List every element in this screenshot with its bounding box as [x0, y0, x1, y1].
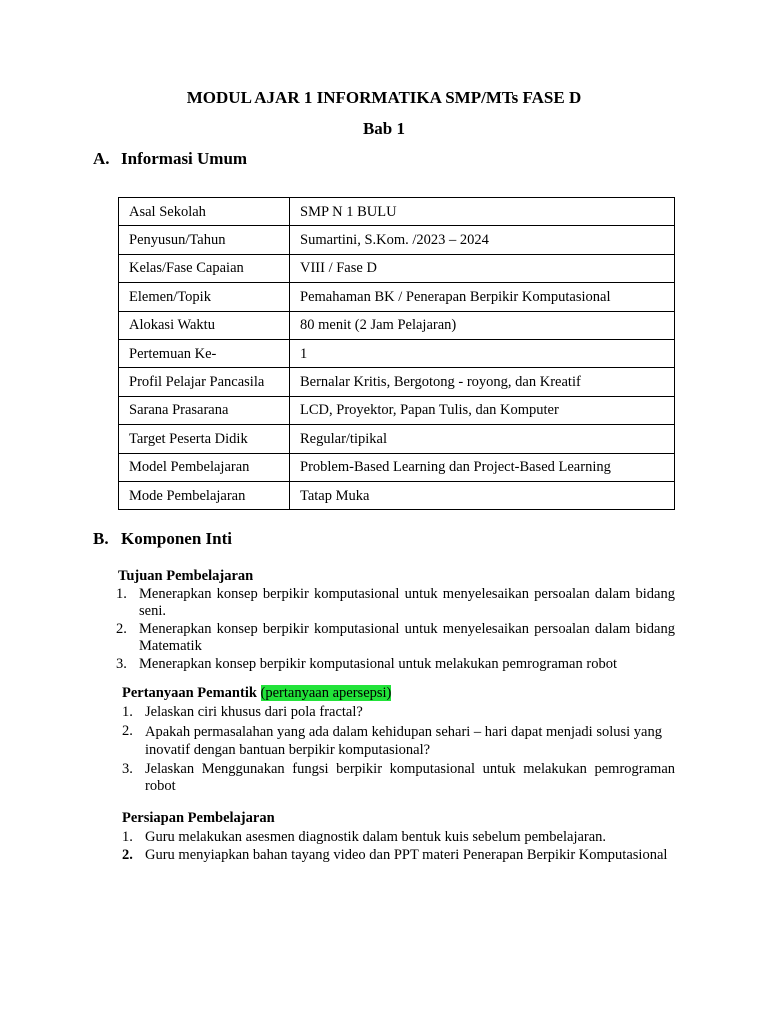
row-value: SMP N 1 BULU [290, 198, 675, 226]
row-label: Pertemuan Ke- [119, 339, 290, 367]
guiding-questions-list [122, 704, 675, 797]
list-item [122, 704, 675, 721]
list-number: 2. [122, 847, 133, 863]
list-item [116, 586, 675, 620]
list-text: Jelaskan Menggunakan fungsi berpikir komputasional untuk melakukan pemrograman robot [145, 761, 675, 794]
row-label: Kelas/Fase Capaian [119, 254, 290, 282]
section-a-heading [93, 149, 247, 169]
document-title: MODUL AJAR 1 INFORMATIKA SMP/MTs FASE D [186, 88, 582, 107]
list-item [122, 723, 675, 759]
row-value: Pemahaman BK / Penerapan Berpikir Komputasional [290, 283, 675, 311]
list-text: Jelaskan ciri khusus dari pola fractal? [145, 704, 363, 720]
highlighted-note: (pertanyaan apersepsi) [260, 685, 392, 701]
row-value: Sumartini, S.Kom. /2023 – 2024 [290, 226, 675, 254]
list-item [122, 761, 675, 795]
learning-objectives-heading: Tujuan Pembelajaran [118, 568, 254, 584]
row-label: Model Pembelajaran [119, 453, 290, 481]
row-value: Bernalar Kritis, Bergotong - royong, dan Kreatif [290, 368, 675, 396]
row-label: Elemen/Topik [119, 283, 290, 311]
table-row [119, 339, 675, 367]
list-text: Menerapkan konsep berpikir komputasional untuk melakukan pemrograman robot [139, 656, 617, 672]
row-label: Mode Pembelajaran [119, 481, 290, 509]
table-row [119, 311, 675, 339]
preparation-heading: Persiapan Pembelajaran [122, 810, 275, 826]
guiding-questions-heading [122, 685, 391, 702]
row-value: 1 [290, 339, 675, 367]
general-info-table [118, 197, 675, 510]
table-row [119, 453, 675, 481]
row-label: Penyusun/Tahun [119, 226, 290, 254]
learning-objectives-list [116, 586, 675, 674]
list-number: 2. [116, 621, 127, 637]
list-number: 3. [116, 656, 127, 672]
list-item [122, 829, 675, 846]
list-number: 1. [116, 586, 127, 602]
table-row [119, 425, 675, 453]
row-value: 80 menit (2 Jam Pelajaran) [290, 311, 675, 339]
chapter-title: Bab 1 [362, 119, 406, 138]
list-text: Guru melakukan asesmen diagnostik dalam bentuk kuis sebelum pembelajaran. [145, 829, 607, 845]
row-value: Tatap Muka [290, 481, 675, 509]
list-text: Guru menyiapkan bahan tayang video dan PPT materi Penerapan Berpikir Komputasional [145, 847, 668, 863]
preparation-list [122, 829, 675, 865]
table-row [119, 283, 675, 311]
row-value: VIII / Fase D [290, 254, 675, 282]
list-text: Menerapkan konsep berpikir komputasional untuk menyelesaikan persoalan dalam bidang Matematik [139, 621, 675, 654]
list-item [122, 847, 675, 864]
row-label: Alokasi Waktu [119, 311, 290, 339]
row-label: Asal Sekolah [119, 198, 290, 226]
list-number: 1. [122, 829, 133, 845]
row-value: LCD, Proyektor, Papan Tulis, dan Komputer [290, 396, 675, 424]
list-number: 3. [122, 761, 133, 777]
row-label: Profil Pelajar Pancasila [119, 368, 290, 396]
row-label: Sarana Prasarana [119, 396, 290, 424]
section-a-title: Informasi Umum [121, 149, 248, 168]
table-row [119, 226, 675, 254]
row-label: Target Peserta Didik [119, 425, 290, 453]
section-b-heading [93, 529, 232, 549]
section-a-letter: A. [93, 149, 110, 168]
table-row [119, 481, 675, 509]
list-text: Menerapkan konsep berpikir komputasional untuk menyelesaikan persoalan dalam bidang seni. [139, 586, 675, 619]
guiding-questions-title: Pertanyaan Pemantik [122, 685, 257, 701]
table-row [119, 254, 675, 282]
table-row [119, 396, 675, 424]
row-value: Regular/tipikal [290, 425, 675, 453]
list-item [116, 621, 675, 655]
list-number: 2. [122, 723, 133, 739]
list-text: Apakah permasalahan yang ada dalam kehidupan sehari – hari dapat menjadi solusi yang inovatif dengan bantuan berpikir komputasional? [145, 724, 662, 758]
list-number: 1. [122, 704, 133, 720]
list-item [116, 656, 675, 673]
table-row [119, 198, 675, 226]
section-b-letter: B. [93, 529, 109, 548]
section-b-title: Komponen Inti [121, 529, 232, 548]
table-row [119, 368, 675, 396]
row-value: Problem-Based Learning dan Project-Based Learning [290, 453, 675, 481]
